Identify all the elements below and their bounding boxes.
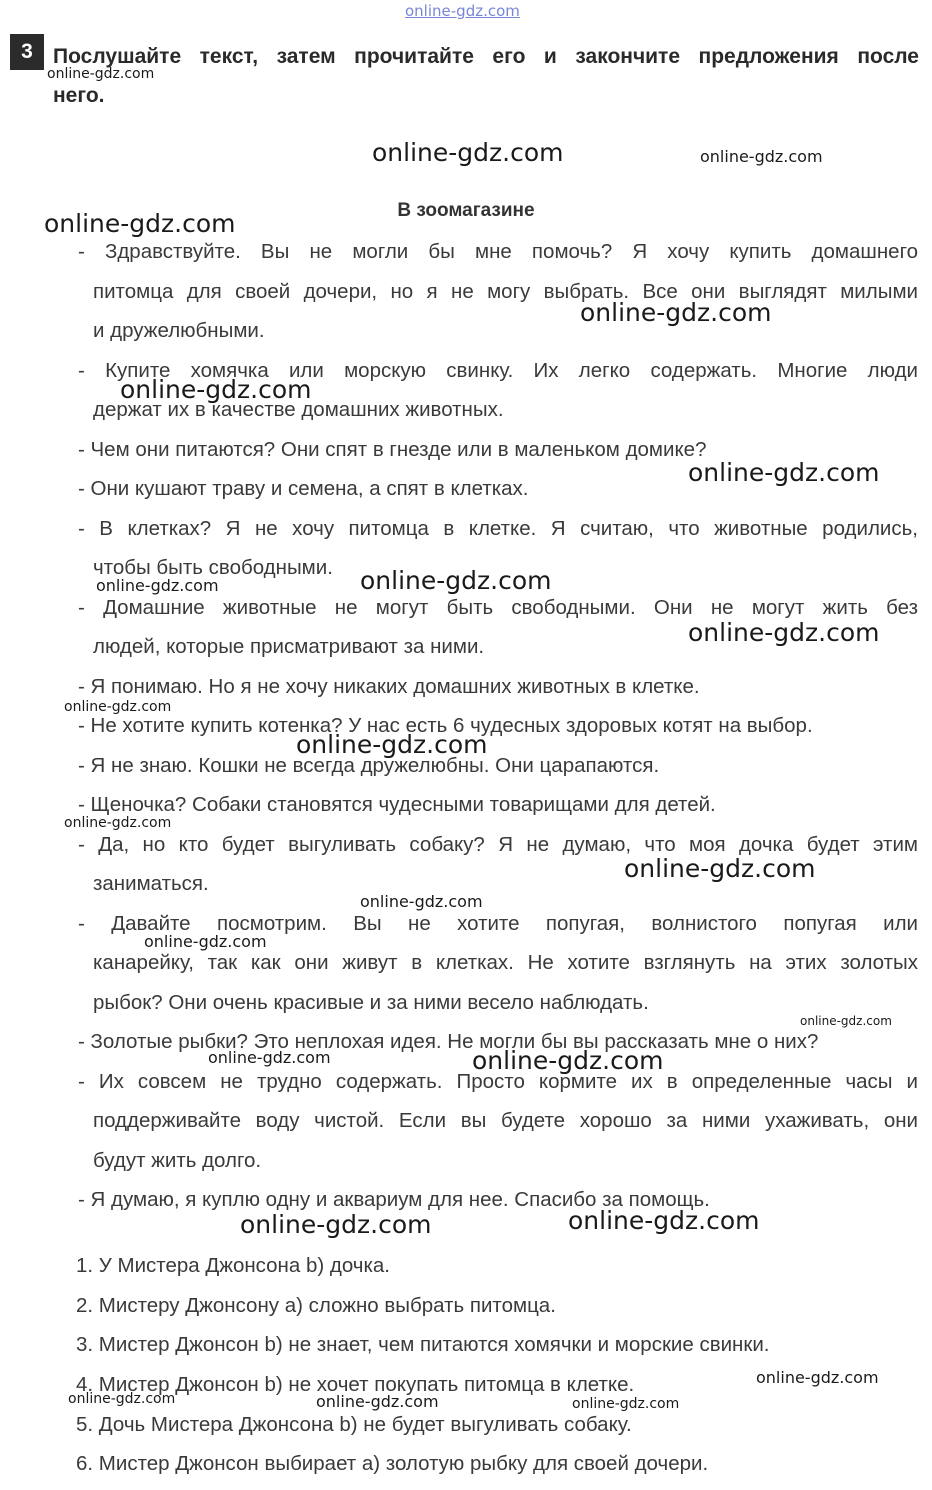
- dialogue-line: заниматься.: [93, 872, 209, 895]
- watermark: online-gdz.com: [64, 815, 172, 831]
- watermark: online-gdz.com: [360, 892, 483, 911]
- answers-list: [76, 1246, 916, 1484]
- answer-item: 6. Мистер Джонсон выбирает a) золотую рыбку для своей дочери.: [76, 1452, 709, 1476]
- watermark: online-gdz.com: [756, 1368, 879, 1387]
- task-instruction-line-2: него.: [53, 84, 105, 107]
- answer-item: 1. У Мистера Джонсона b) дочка.: [76, 1254, 390, 1277]
- dialogue-line: - Их совсем не трудно содержать. Просто кормите их в определенные часы и: [78, 1069, 918, 1093]
- watermark: online-gdz.com: [68, 1391, 176, 1407]
- dialogue-line: - Да, но кто будет выгуливать собаку? Я не думаю, что моя дочка будет этим: [78, 832, 918, 856]
- answer-item: 4. Мистер Джонсон b) не хочет покупать питомца в клетке.: [76, 1373, 635, 1397]
- dialogue-line: чтобы быть свободными.: [93, 556, 333, 579]
- watermark: online-gdz.com: [624, 854, 816, 883]
- watermark: online-gdz.com: [360, 566, 552, 595]
- dialogue-line: - Домашние животные не могут быть свободными. Они не могут жить без: [78, 595, 918, 619]
- watermark: online-gdz.com: [316, 1392, 439, 1411]
- watermark: online-gdz.com: [120, 375, 312, 404]
- watermark: online-gdz.com: [568, 1206, 760, 1235]
- dialogue-line: - Я не знаю. Кошки не всегда дружелюбны. Они царапаются.: [78, 753, 660, 777]
- answer-item: 2. Мистеру Джонсону a) сложно выбрать питомца.: [76, 1293, 556, 1317]
- dialogue-line: - Золотые рыбки? Это неплохая идея. Не могли бы вы рассказать мне о них?: [78, 1030, 819, 1053]
- watermark: online-gdz.com: [296, 730, 488, 759]
- dialogue-line: - Щеночка? Собаки становятся чудесными товарищами для детей.: [78, 793, 716, 816]
- dialogue-line: - Я думаю, я куплю одну и аквариум для нее. Спасибо за помощь.: [78, 1188, 710, 1211]
- watermark: online-gdz.com: [572, 1396, 680, 1412]
- watermark: online-gdz.com: [688, 618, 880, 647]
- task-number-badge: 3: [10, 34, 44, 70]
- watermark: online-gdz.com: [64, 699, 172, 715]
- watermark: online-gdz.com: [44, 209, 236, 238]
- dialogue-line: поддерживайте воду чистой. Если вы будете хорошо за ними ухаживать, они: [93, 1109, 918, 1132]
- dialogue-line: - Здравствуйте. Вы не могли бы мне помочь? Я хочу купить домашнего: [78, 240, 918, 263]
- watermark: online-gdz.com: [47, 66, 155, 82]
- watermark: online-gdz.com: [96, 576, 219, 595]
- watermark: online-gdz.com: [144, 932, 267, 951]
- dialogue-line: питомца для своей дочери, но я не могу выбрать. Все они выглядят милыми: [93, 279, 918, 303]
- task-instruction-line-1: Послушайте текст, затем прочитайте его и закончите предложения после: [53, 45, 919, 68]
- dialogue-line: - Я понимаю. Но я не хочу никаких домашних животных в клетке.: [78, 674, 700, 698]
- dialogue-line: - Давайте посмотрим. Вы не хотите попугая, волнистого попугая или: [78, 911, 918, 935]
- dialogue-line: держат их в качестве домашних животных.: [93, 398, 504, 421]
- dialogue-line: рыбок? Они очень красивые и за ними весело наблюдать.: [93, 990, 649, 1014]
- dialogue-line: - Они кушают траву и семена, а спят в клетках.: [78, 477, 529, 500]
- watermark: online-gdz.com: [240, 1210, 432, 1239]
- dialogue-line: будут жить долго.: [93, 1148, 262, 1172]
- answer-item: 5. Дочь Мистера Джонсона b) не будет выгуливать собаку.: [76, 1412, 632, 1436]
- watermark: online-gdz.com: [472, 1046, 664, 1075]
- watermark: online-gdz.com: [580, 298, 772, 327]
- watermark: online-gdz.com: [405, 2, 520, 20]
- watermark: online-gdz.com: [208, 1048, 331, 1067]
- dialogue-line: - Чем они питаются? Они спят в гнезде или в маленьком домике?: [78, 437, 707, 461]
- dialogue-line: и дружелюбными.: [93, 319, 265, 342]
- dialogue-line: - Купите хомячка или морскую свинку. Их легко содержать. Многие люди: [78, 358, 918, 382]
- dialogue-line: канарейку, так как они живут в клетках. Не хотите взглянуть на этих золотых: [93, 951, 918, 974]
- dialogue-line: - В клетках? Я не хочу питомца в клетке. Я считаю, что животные родились,: [78, 516, 918, 540]
- watermark: online-gdz.com: [800, 1014, 892, 1028]
- dialogue-line: людей, которые присматривают за ними.: [93, 635, 485, 658]
- dialogue-line: - Не хотите купить котенка? У нас есть 6 чудесных здоровых котят на выбор.: [78, 714, 813, 737]
- watermark: online-gdz.com: [372, 138, 564, 167]
- watermark: online-gdz.com: [700, 147, 823, 166]
- answer-item: 3. Мистер Джонсон b) не знает, чем питаются хомячки и морские свинки.: [76, 1333, 770, 1357]
- text-heading: В зоомагазине: [397, 200, 535, 221]
- task-instruction: [53, 37, 919, 115]
- watermark: online-gdz.com: [688, 458, 880, 487]
